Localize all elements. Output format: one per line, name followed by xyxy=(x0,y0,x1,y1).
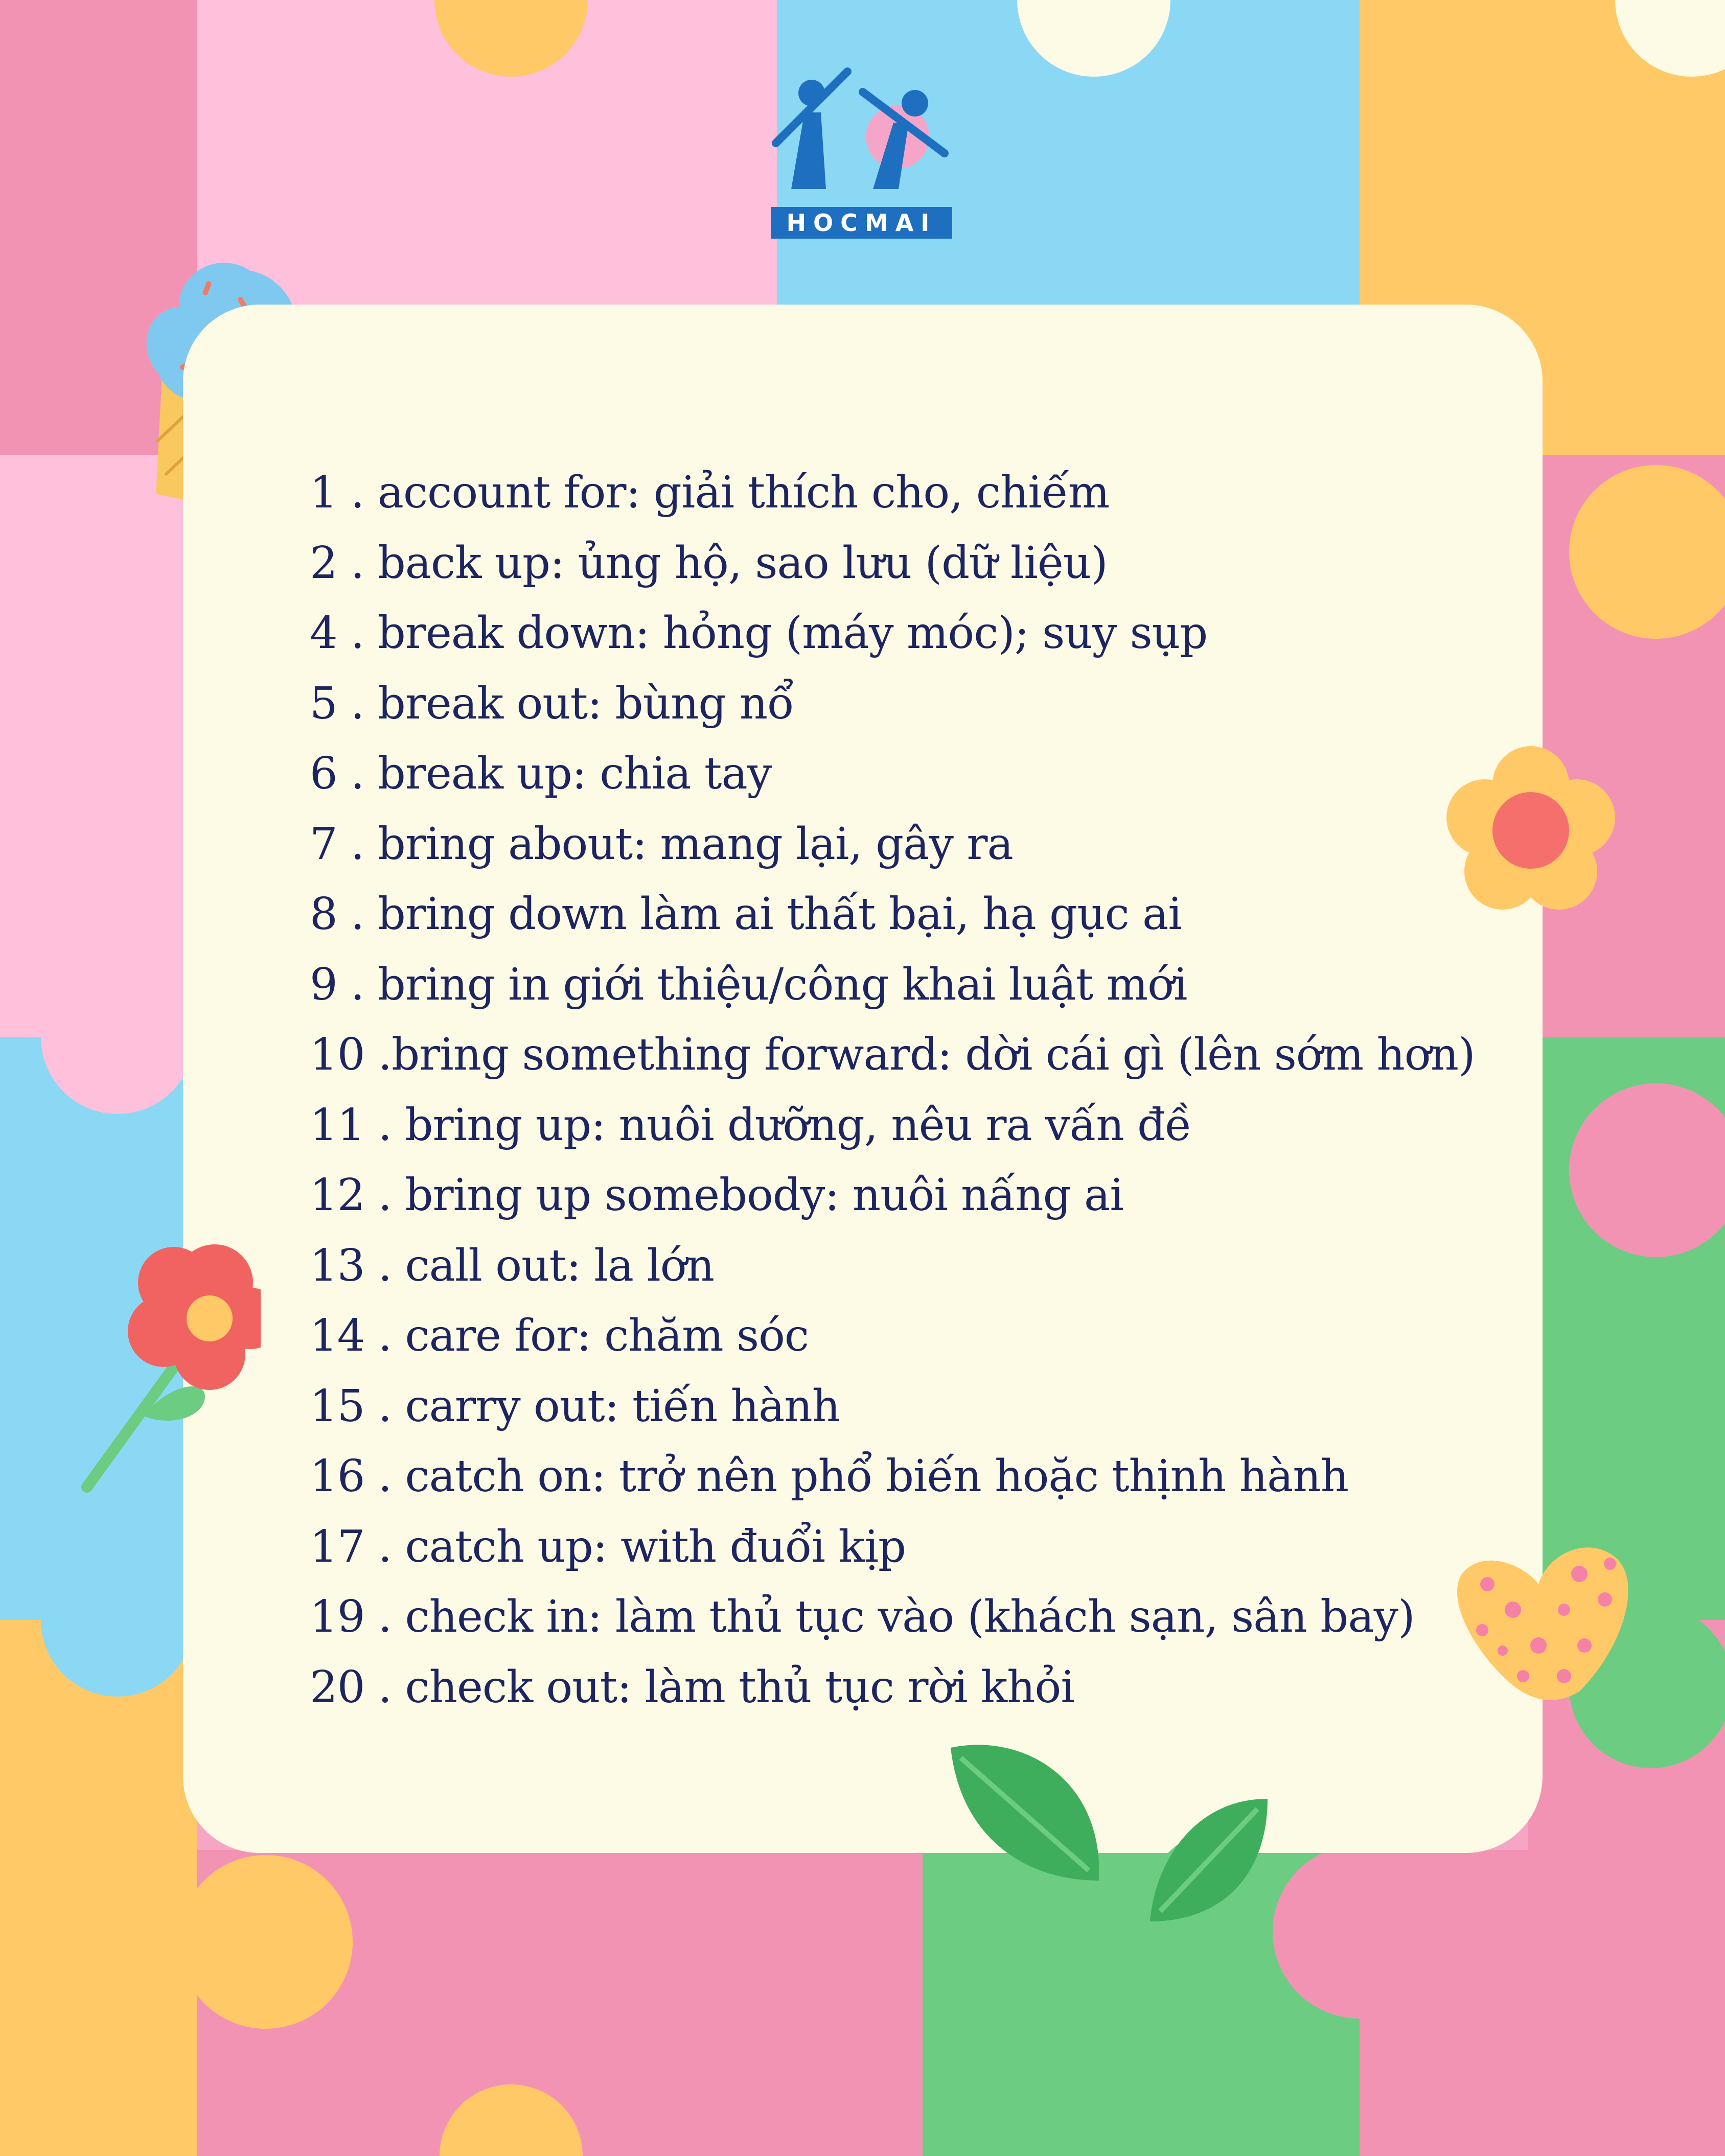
list-item: 14 . care for: chăm sóc xyxy=(310,1310,809,1361)
list-item: 6 . break up: chia tay xyxy=(310,748,772,799)
list-item: 5 . break out: bùng nổ xyxy=(310,678,794,729)
list-item: 15 . carry out: tiến hành xyxy=(310,1380,840,1432)
content-card xyxy=(183,305,1543,1853)
flower-orange-icon xyxy=(1446,746,1615,915)
brand-name: HOCMAI xyxy=(786,209,937,237)
list-item: 20 . check out: làm thủ tục rời khỏi xyxy=(310,1661,1074,1713)
list-item: 9 . bring in giới thiệu/công khai luật mới xyxy=(310,959,1187,1010)
list-item: 17 . catch up: with đuổi kịp xyxy=(310,1521,906,1572)
flower-red-icon xyxy=(77,1226,261,1502)
list-item: 1 . account for: giải thích cho, chiếm xyxy=(310,467,1110,518)
list-item: 19 . check in: làm thủ tục vào (khách sạn, sân bay) xyxy=(310,1591,1415,1642)
list-item: 7 . bring about: mang lại, gây ra xyxy=(310,818,1013,870)
list-item: 16 . catch on: trở nên phổ biến hoặc thịnh hành xyxy=(310,1451,1349,1502)
dotted-tulip-icon xyxy=(1452,1543,1646,1702)
list-item: 12 . bring up somebody: nuôi nấng ai xyxy=(310,1170,1123,1221)
list-item: 2 . back up: ủng hộ, sao lưu (dữ liệu) xyxy=(310,537,1108,589)
sprout-icon xyxy=(940,1737,1278,2024)
list-item: 11 . bring up: nuôi dưỡng, nêu ra vấn đề xyxy=(310,1099,1192,1151)
list-item: 13 . call out: la lớn xyxy=(310,1240,715,1291)
phrasal-verb-list xyxy=(310,458,1475,1723)
list-item: 4 . break down: hỏng (máy móc); suy sụp xyxy=(310,608,1208,659)
hocmai-logo xyxy=(771,61,955,245)
list-item: 10 .bring something forward: dời cái gì (lên sớm hơn) xyxy=(310,1029,1475,1080)
list-item: 8 . bring down làm ai thất bại, hạ gục ai xyxy=(310,889,1182,940)
